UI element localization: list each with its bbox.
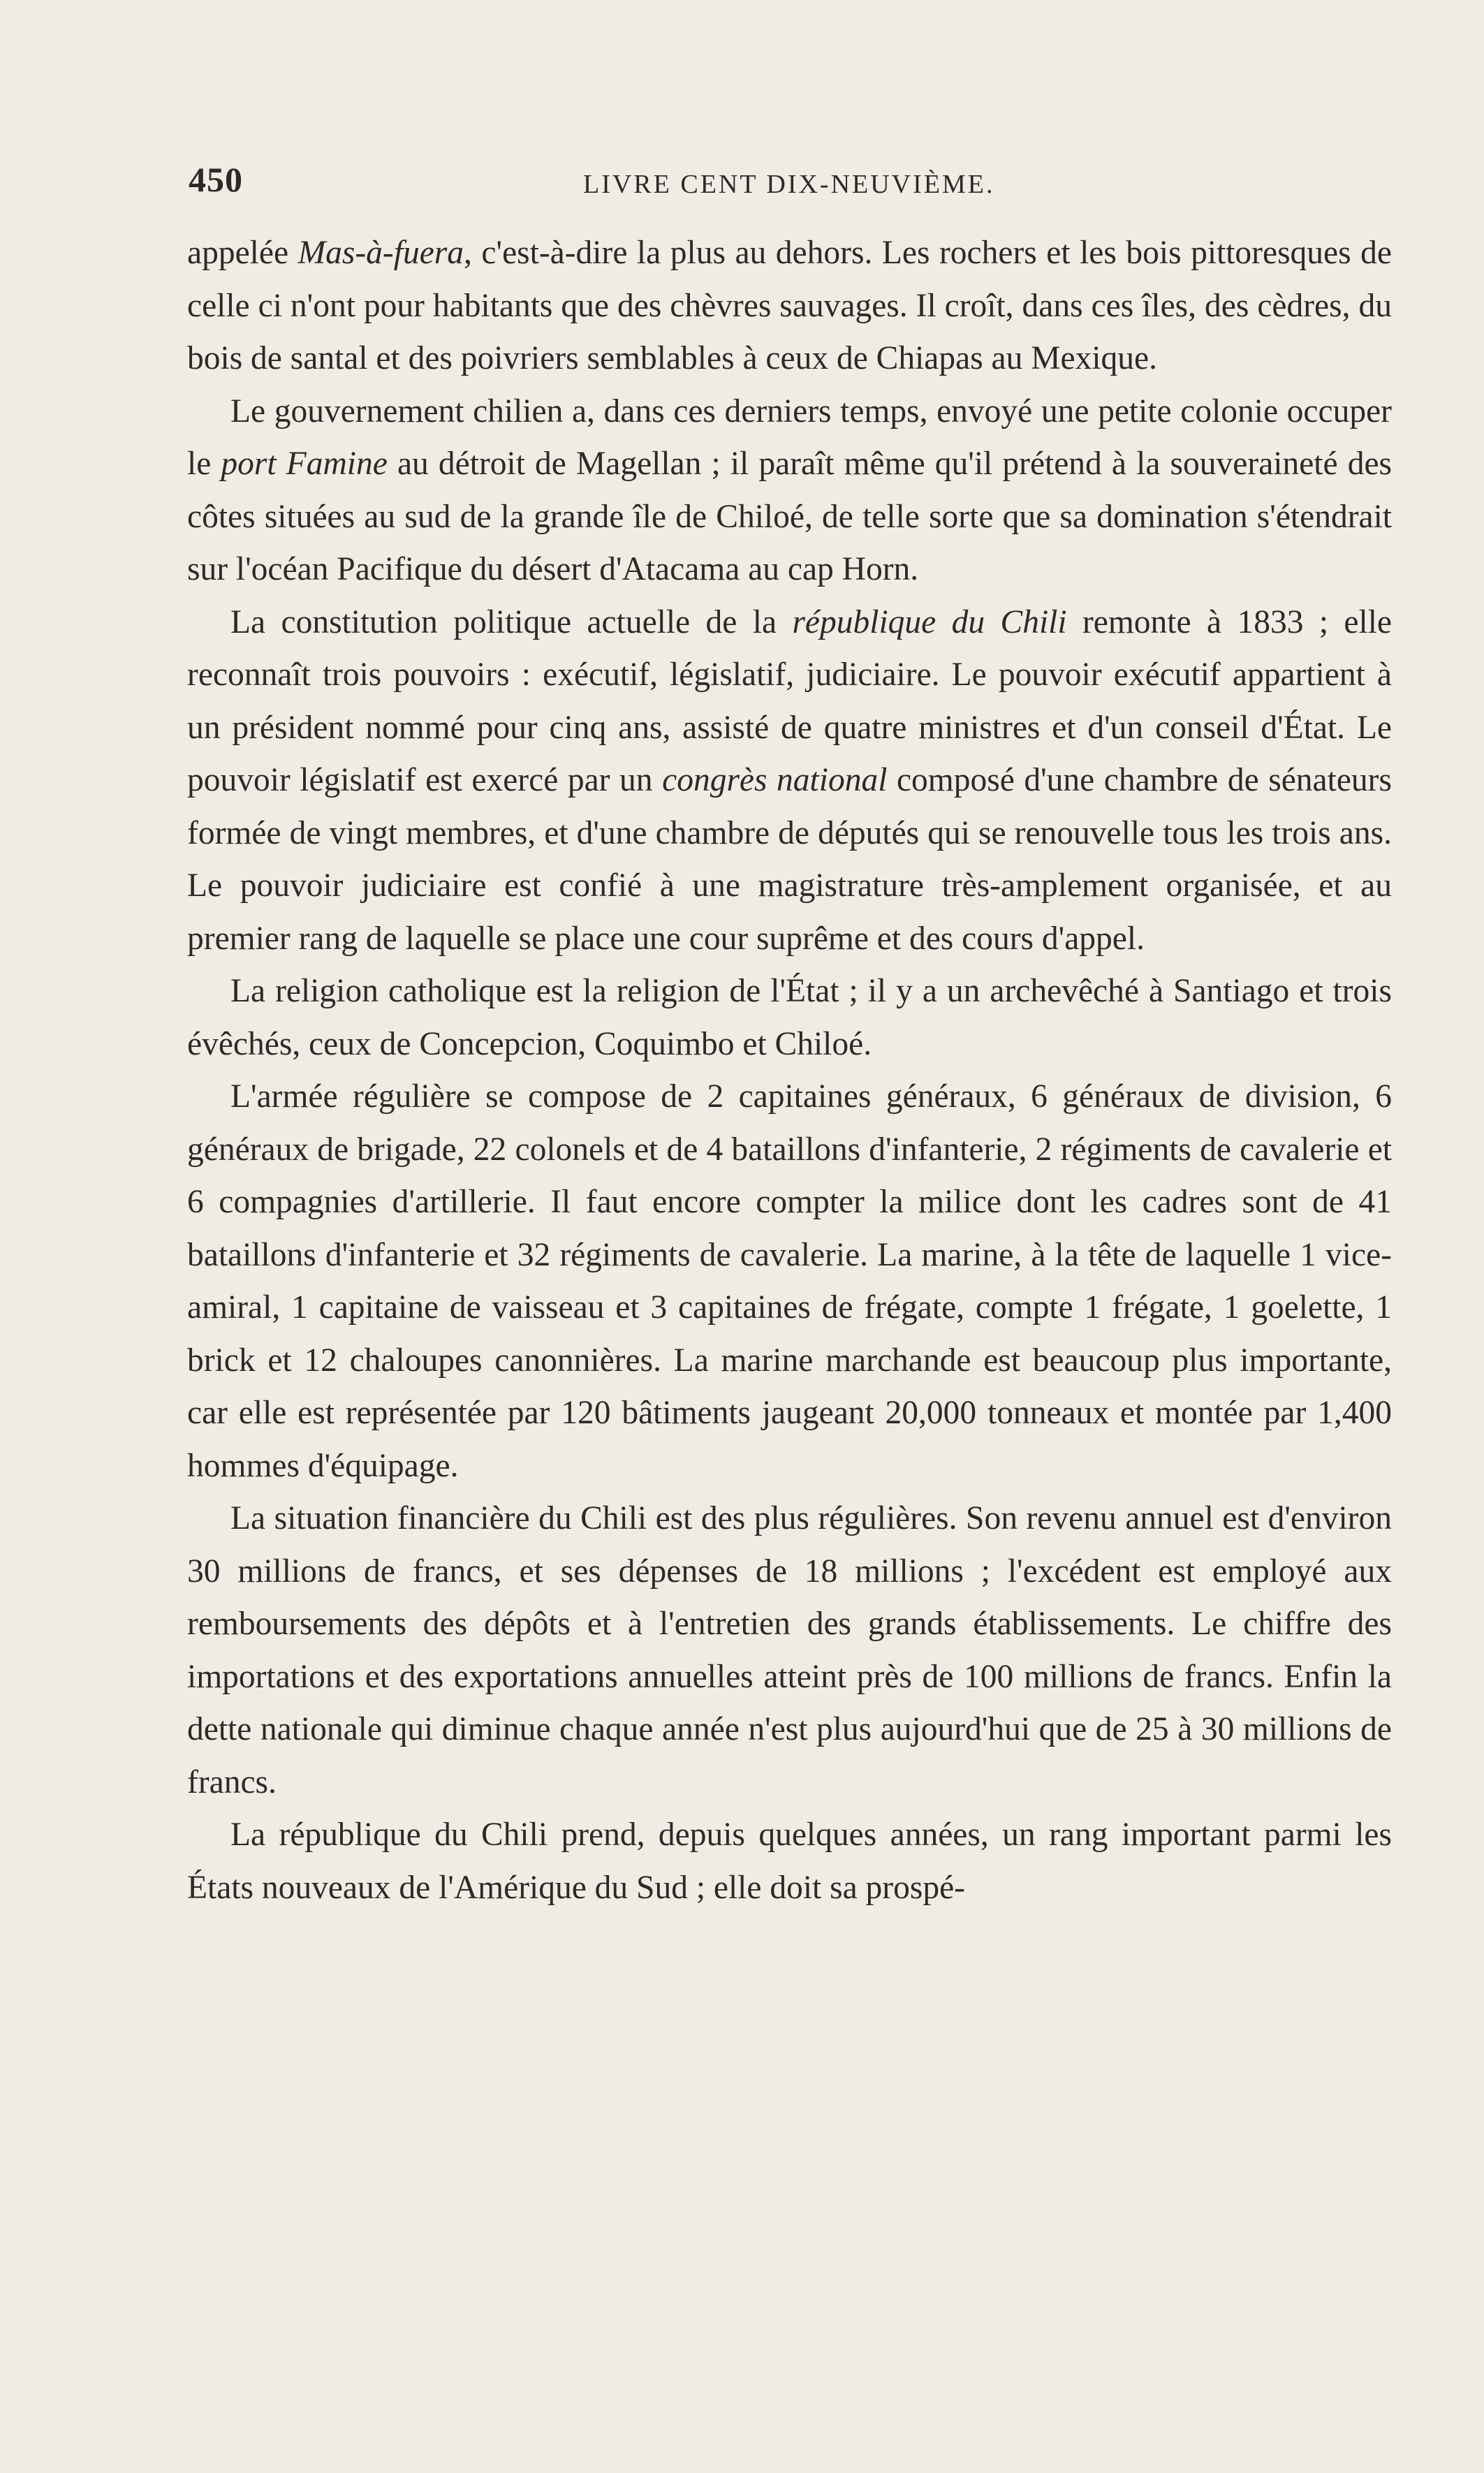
text-run: La constitution politique actuelle de la	[230, 603, 793, 640]
paragraph-religion: La religion catholique est la religion de l'État ; il y a un archevêché à Santiago et trois évêchés, ceux de Concepcion, Coquimbo et Chiloé.	[187, 973, 1392, 1062]
text-run: au détroit de Magellan ; il paraît même qu'il prétend à la souveraineté des côtes situées au sud de la grande île de Chiloé, de telle sorte que sa domination s'étendrait sur l'océan Pacifique du désert d'Atacama au cap Horn.	[187, 446, 1393, 587]
paragraph-constitution	[187, 596, 1392, 966]
body-text	[187, 227, 1392, 1914]
italic-run: Mas-à-fuera	[297, 235, 464, 271]
paragraph-armee: L'armée régulière se compose de 2 capitaines généraux, 6 généraux de division, 6 généraux de brigade, 22 colonels et de 4 bataillons d'infanterie, 2 régiments de cavalerie et 6 compagnies d'artillerie. Il faut encore compter la milice dont les cadres sont de 41 bataillons d'infanterie et 32 régiments de cavalerie. La marine, à la tête de laquelle 1 vice-amiral, 1 capitaine de vaisseau et 3 capitaines de frégate, compte 1 frégate, 1 goelette, 1 brick et 12 chaloupes canonnières. La marine marchande est beaucoup plus importante, car elle est représentée par 120 bâtiments jaugeant 20,000 tonneaux et montée par 1,400 hommes d'équipage.	[187, 1078, 1392, 1484]
italic-run: congrès national	[662, 762, 888, 798]
italic-run: république du Chili	[792, 603, 1067, 640]
running-head: LIVRE CENT DIX-NEUVIÈME.	[583, 170, 995, 199]
paragraph-port-famine	[187, 386, 1392, 596]
text-run: Le gouvernement chilien a, dans ces derniers temps, envoyé une petite colonie occuper le	[187, 392, 1392, 482]
text-run: , c'est-à-dire la plus au dehors. Les rochers et les bois pittoresques de celle ci n'ont pour habitants que des chèvres sauvages. Il croît, dans ces îles, des cèdres, du bois de santal et des poivriers semblables à ceux de Chiapas au Mexique.	[187, 235, 1392, 376]
paragraph-finances: La situation financière du Chili est des plus régulières. Son revenu annuel est d'environ 30 millions de francs, et ses dépenses de 18 millions ; l'excédent est employé aux remboursements des dépôts et à l'entretien des grands établissements. Le chiffre des importations et des exportations annuelles atteint près de 100 millions de francs. Enfin la dette nationale qui diminue chaque année n'est plus aujourd'hui que de 25 à 30 millions de francs.	[187, 1500, 1392, 1800]
paragraph-republique: La république du Chili prend, depuis quelques années, un rang important parmi les États nouveaux de l'Amérique du Sud ; elle doit sa prospé-	[187, 1817, 1392, 1906]
paragraph-mas-a-fuera	[187, 227, 1392, 386]
italic-run: port Famine	[221, 446, 388, 482]
page-header	[189, 159, 1404, 208]
text-run: remonte à 1833 ; elle reconnaît trois pouvoirs : exécutif, législatif, judiciaire. Le pouvoir exécutif appartient à un président nommé pour cinq ans, assisté de quatre ministres et d'un conseil d'État. Le pouvoir législatif est exercé par un	[187, 603, 1392, 798]
page-number: 450	[189, 160, 243, 199]
text-run: appelée	[187, 235, 298, 271]
text-run: composé d'une chambre de sénateurs formée de vingt membres, et d'une chambre de députés qui se renouvelle tous les trois ans. Le pouvoir judiciaire est confié à une magistrature très-amplement organisée, et au premier rang de laquelle se place une cour suprême et des cours d'appel.	[187, 762, 1392, 957]
